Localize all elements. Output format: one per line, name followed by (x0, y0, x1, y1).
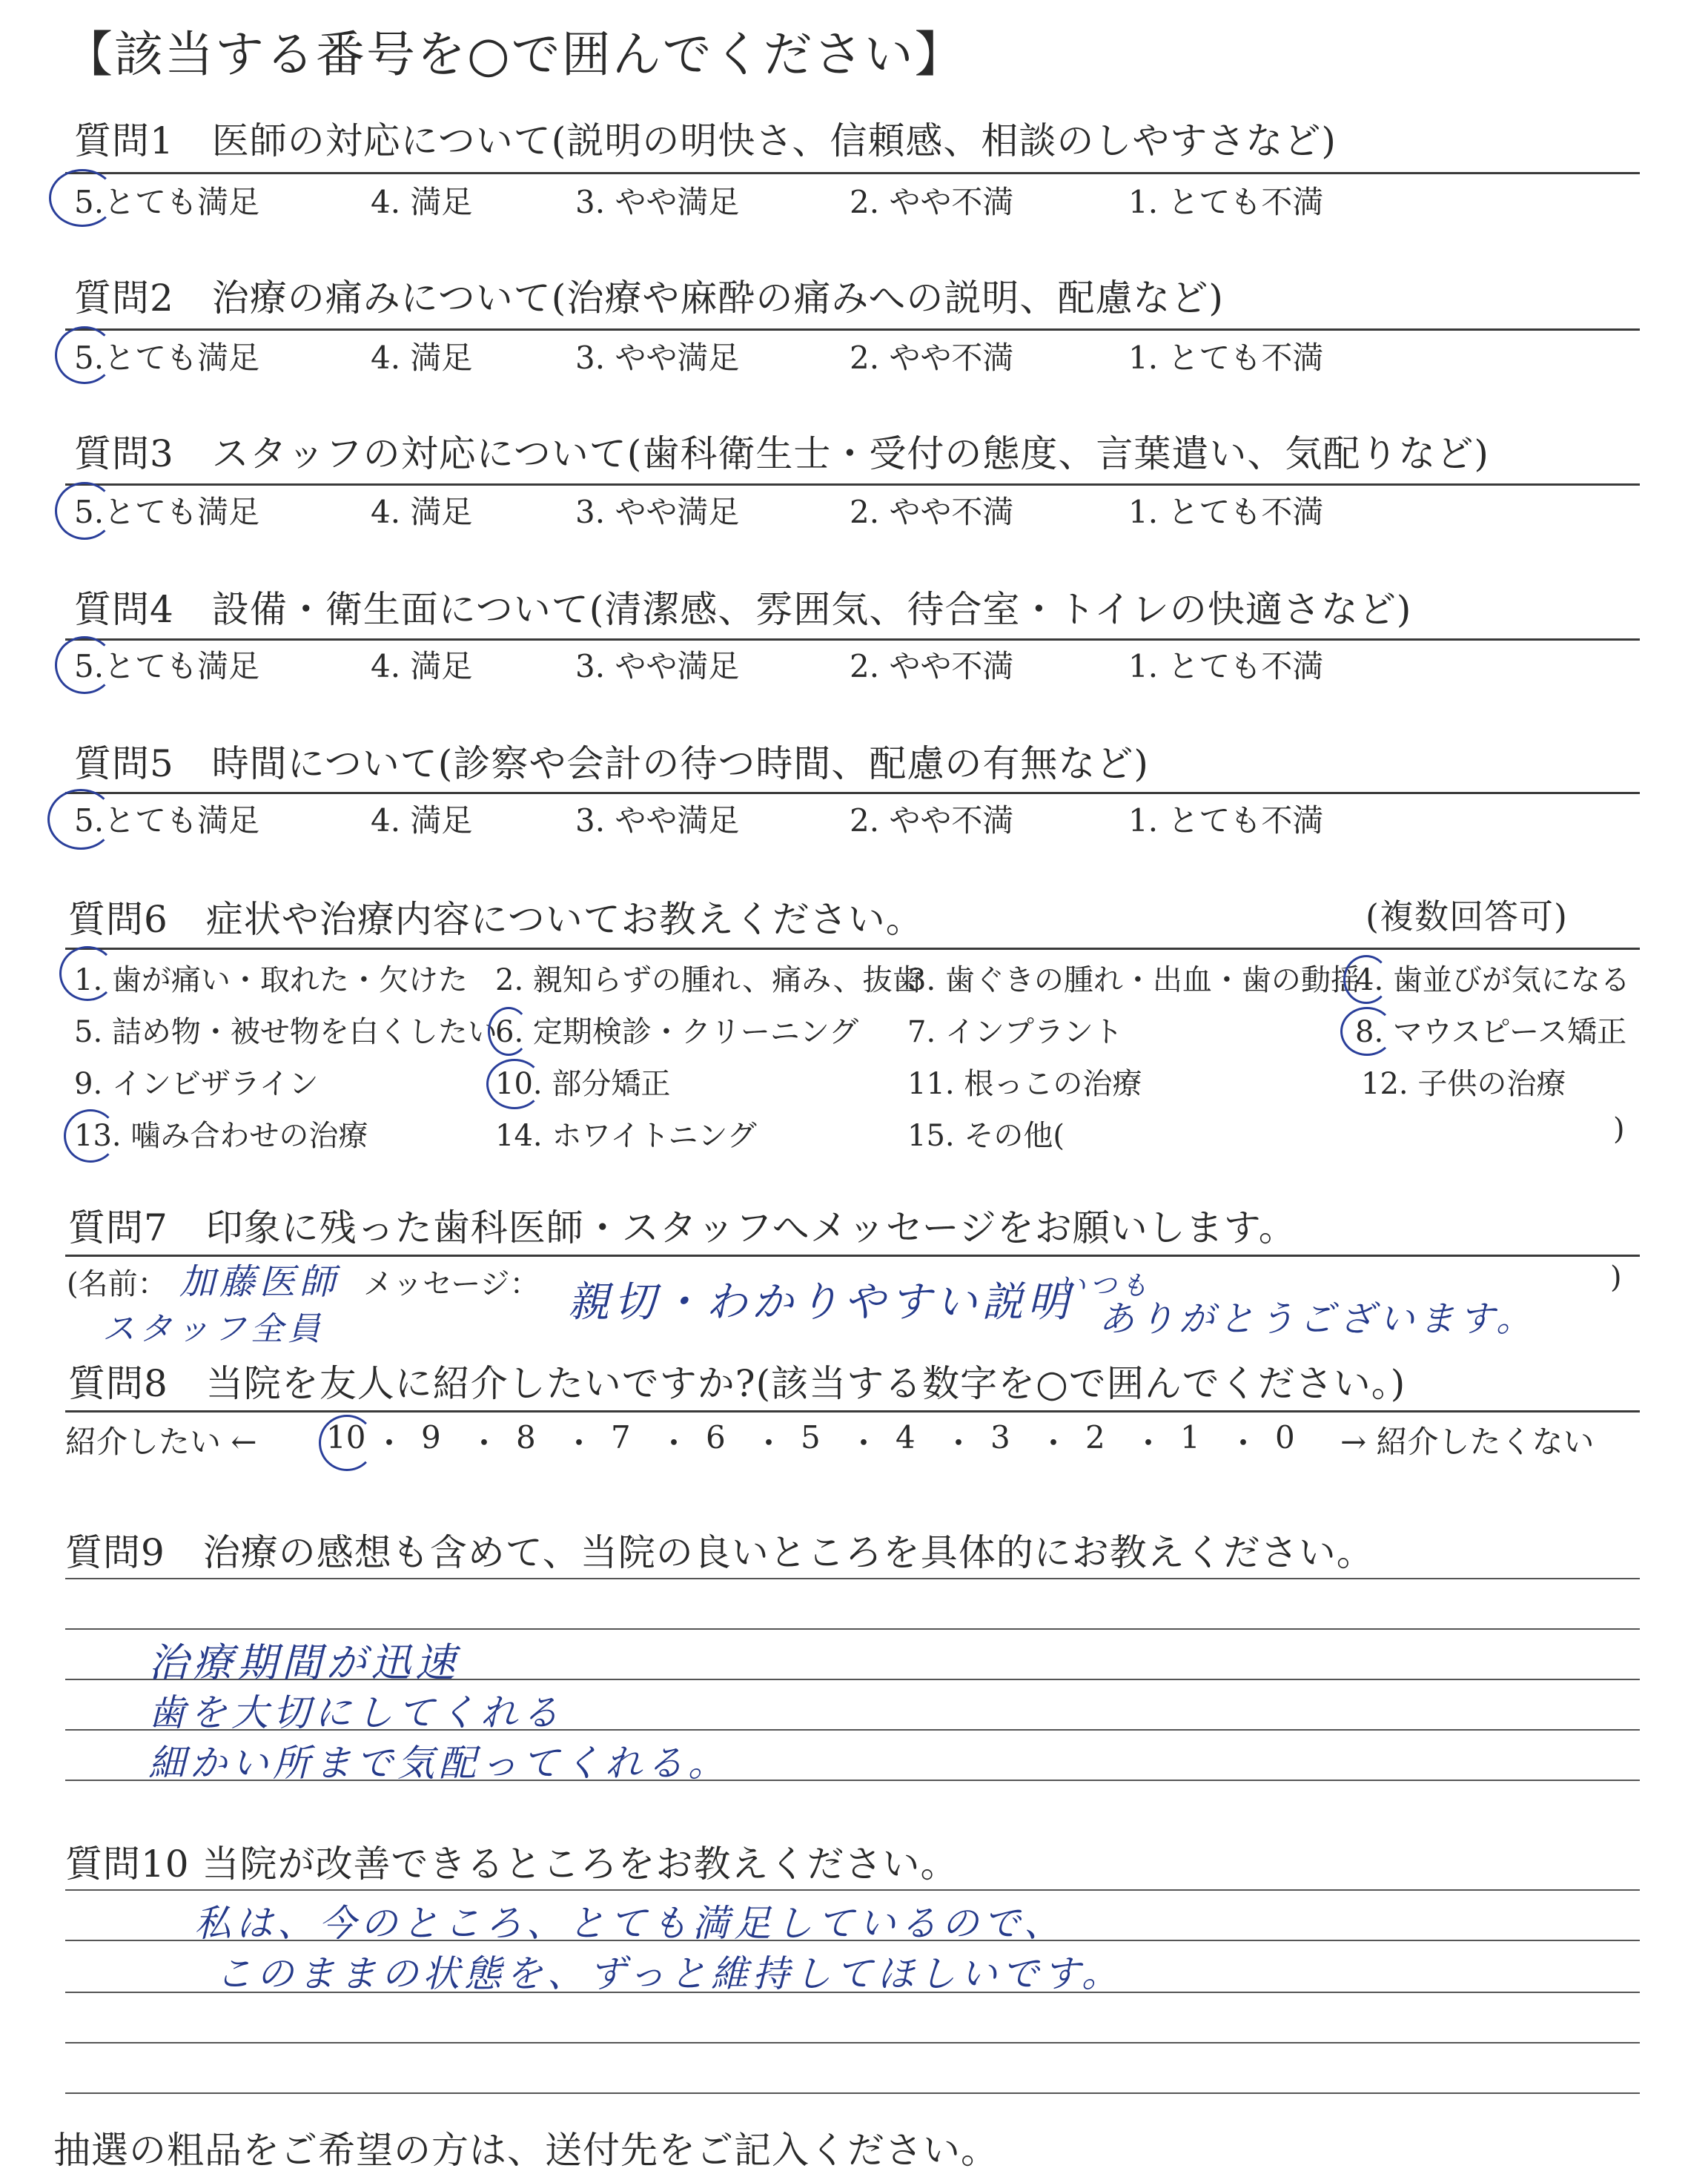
scale-separator: ・ (1038, 1425, 1070, 1461)
scale-separator: ・ (1133, 1425, 1165, 1461)
q9-answer-line-3: 細かい所まで気配ってくれる。 (148, 1742, 729, 1785)
q3-option-3[interactable]: 3. やや満足 (575, 494, 740, 530)
scale-number-1[interactable]: 1 (1180, 1419, 1200, 1456)
scale-separator: ・ (469, 1425, 500, 1461)
scale-number-3[interactable]: 3 (990, 1419, 1010, 1456)
q3-option-5[interactable]: 5.とても満足 (74, 494, 260, 530)
question-3-title: 質問3 スタッフの対応について(歯科衛生士・受付の態度、言葉遣い、気配りなど) (74, 432, 1489, 475)
q6-item-13[interactable]: 13. 噛み合わせの治療 (74, 1119, 368, 1153)
scale-separator: ・ (753, 1425, 785, 1461)
question-6-title: 質問6 症状や治療内容についてお教えください。 (68, 898, 924, 941)
scale-number-2[interactable]: 2 (1085, 1419, 1105, 1456)
scale-number-6[interactable]: 6 (706, 1419, 726, 1456)
q6-item-2[interactable]: 2. 親知らずの腫れ、痛み、抜歯 (495, 963, 922, 997)
question-8-title: 質問8 当院を友人に紹介したいですか?(該当する数字を○で囲んでください。) (68, 1362, 1406, 1405)
q3-option-2[interactable]: 2. やや不満 (850, 494, 1014, 530)
question-7-title: 質問7 印象に残った歯科医師・スタッフへメッセージをお願いします。 (68, 1206, 1297, 1249)
question-4-title: 質問4 設備・衛生面について(清潔感、雰囲気、待合室・トイレの快適さなど) (74, 588, 1412, 631)
scale-separator: ・ (1228, 1425, 1260, 1461)
q2-option-5[interactable]: 5.とても満足 (74, 340, 260, 376)
q6-item-14[interactable]: 14. ホワイトニング (495, 1119, 757, 1153)
gift-request-note: 抽選の粗品をご希望の方は、送付先をご記入ください。 (53, 2129, 999, 2172)
q4-option-4[interactable]: 4. 満足 (371, 648, 473, 684)
q6-circle-6 (488, 1007, 529, 1056)
q3-option-4[interactable]: 4. 満足 (371, 494, 473, 530)
q2-selection-circle (55, 326, 114, 384)
q2-option-2[interactable]: 2. やや不満 (850, 340, 1014, 376)
q1-selection-circle (49, 169, 116, 227)
form-header: 【該当する番号を○で囲んでください】 (64, 26, 965, 83)
q6-circle-8 (1340, 1007, 1394, 1056)
q1-option-5[interactable]: 5.とても満足 (74, 184, 260, 220)
q4-option-5[interactable]: 5.とても満足 (74, 648, 260, 684)
message-label: メッセージ： (363, 1267, 540, 1301)
q9-answer-line-2: 歯を大切にしてくれる (148, 1691, 563, 1734)
q6-item-12[interactable]: 12. 子供の治療 (1361, 1067, 1566, 1101)
q6-item-11[interactable]: 11. 根っこの治療 (907, 1067, 1142, 1101)
q6-item-8[interactable]: 8. マウスピース矯正 (1355, 1015, 1627, 1049)
handwritten-message-2b: ありがとうございます。 (1099, 1298, 1537, 1340)
scale-separator: ・ (848, 1425, 880, 1461)
question-1-title: 質問1 医師の対応について(説明の明快さ、信頼感、相談のしやすさなど) (74, 119, 1337, 162)
q2-option-4[interactable]: 4. 満足 (371, 340, 473, 376)
scale-number-9[interactable]: 9 (421, 1419, 441, 1456)
name-label: (名前： (67, 1267, 168, 1301)
scale-number-10[interactable]: 10 (326, 1419, 366, 1456)
handwritten-message-2a: いつも (1059, 1271, 1153, 1301)
q6-circle-4 (1343, 955, 1389, 1004)
q4-option-3[interactable]: 3. やや満足 (575, 648, 740, 684)
q5-option-4[interactable]: 4. 満足 (371, 802, 473, 839)
scale-separator: ・ (658, 1425, 690, 1461)
q1-option-4[interactable]: 4. 満足 (371, 184, 473, 220)
q6-item-1[interactable]: 1. 歯が痛い・取れた・欠けた (74, 963, 468, 997)
scale-number-5[interactable]: 5 (801, 1419, 821, 1456)
q6-item-5[interactable]: 5. 詰め物・被せ物を白くしたい (74, 1015, 497, 1049)
q6-item-15[interactable]: 15. その他( (907, 1119, 1065, 1153)
scale-separator: ・ (374, 1425, 406, 1461)
q5-option-2[interactable]: 2. やや不満 (850, 802, 1014, 839)
q3-selection-circle (55, 482, 114, 540)
q6-circle-10 (486, 1059, 543, 1109)
q6-circle-13 (64, 1109, 117, 1163)
q6-item-15-close: ) (1613, 1112, 1625, 1146)
scale-number-8[interactable]: 8 (516, 1419, 536, 1456)
q1-option-2[interactable]: 2. やや不満 (850, 184, 1014, 220)
handwritten-name: 加藤医師 (179, 1261, 340, 1303)
q6-circle-1 (59, 946, 116, 1001)
q6-item-9[interactable]: 9. インビザライン (74, 1067, 319, 1101)
q2-option-3[interactable]: 3. やや満足 (575, 340, 740, 376)
multiple-answer-note: (複数回答可) (1366, 896, 1568, 936)
recommend-right-label: → 紹介したくない (1340, 1424, 1595, 1460)
q5-option-1[interactable]: 1. とても不満 (1128, 802, 1324, 839)
q9-answer-line-1: 治療期間が迅速 (148, 1639, 460, 1686)
q6-item-3[interactable]: 3. 歯ぐきの腫れ・出血・歯の動揺 (907, 963, 1360, 997)
q5-option-5[interactable]: 5.とても満足 (74, 802, 260, 839)
question-10-title: 質問10 当院が改善できるところをお教えください。 (65, 1843, 959, 1886)
q10-answer-line-1: 私は、今のところ、とても満足しているので、 (194, 1902, 1065, 1945)
question-2-title: 質問2 治療の痛みについて(治療や麻酔の痛みへの説明、配慮など) (74, 277, 1224, 320)
q6-item-6[interactable]: 6. 定期検診・クリーニング (495, 1015, 859, 1049)
q5-option-3[interactable]: 3. やや満足 (575, 802, 740, 839)
handwritten-name-2: スタッフ全員 (102, 1310, 325, 1348)
q2-option-1[interactable]: 1. とても不満 (1128, 340, 1324, 376)
scale-separator: ・ (563, 1425, 595, 1461)
q3-option-1[interactable]: 1. とても不満 (1128, 494, 1324, 530)
q4-option-1[interactable]: 1. とても不満 (1128, 648, 1324, 684)
question-9-title: 質問9 治療の感想も含めて、当院の良いところを具体的にお教えください。 (65, 1531, 1374, 1574)
scale-number-7[interactable]: 7 (611, 1419, 631, 1456)
scale-number-4[interactable]: 4 (896, 1419, 916, 1456)
handwritten-message: 親切・わかりやすい説明 (568, 1278, 1073, 1326)
q4-option-2[interactable]: 2. やや不満 (850, 648, 1014, 684)
scale-number-0[interactable]: 0 (1275, 1419, 1295, 1456)
q5-selection-circle (47, 789, 114, 850)
q6-item-10[interactable]: 10. 部分矯正 (495, 1067, 671, 1101)
q10-answer-line-2: このままの状態を、ずっと維持してほしいです。 (215, 1952, 1123, 1995)
q8-selection-circle (319, 1415, 375, 1471)
question-5-title: 質問5 時間について(診察や会計の待つ時間、配慮の有無など) (74, 742, 1149, 785)
q4-selection-circle (55, 636, 114, 694)
recommend-left-label: 紹介したい ← (65, 1424, 257, 1460)
q6-item-4[interactable]: 4. 歯並びが気になる (1355, 963, 1630, 997)
q6-item-7[interactable]: 7. インプラント (907, 1015, 1123, 1049)
scale-separator: ・ (943, 1425, 975, 1461)
q1-option-3[interactable]: 3. やや満足 (575, 184, 740, 220)
message-close: ) (1610, 1261, 1622, 1295)
q1-option-1[interactable]: 1. とても不満 (1128, 184, 1324, 220)
